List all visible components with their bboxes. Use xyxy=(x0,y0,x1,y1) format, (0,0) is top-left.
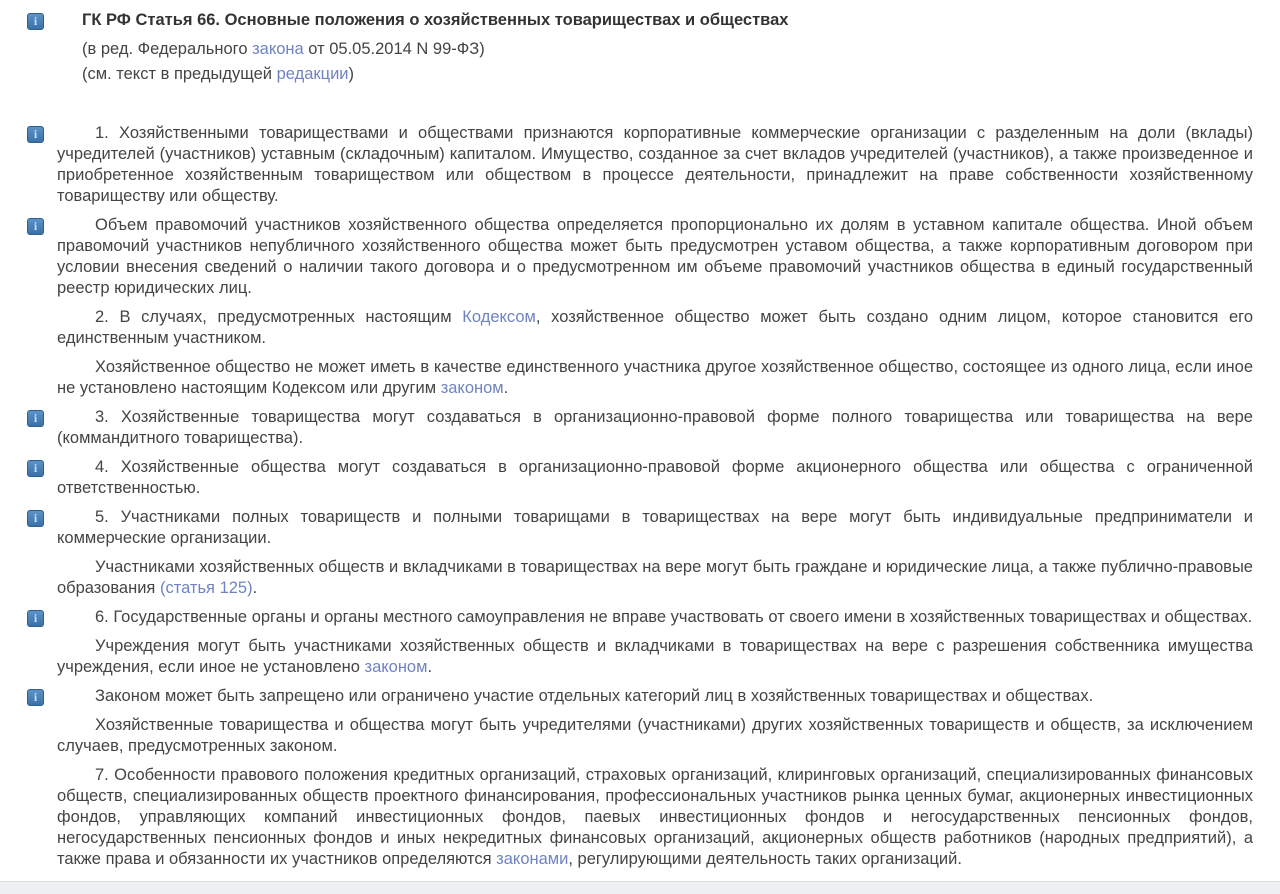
paragraph-text xyxy=(57,686,1280,707)
icon-gutter xyxy=(0,123,57,207)
text-segment: 3. Хозяйственные товарищества могут создаваться в организационно-правовой форме полного товарищества или товарищества на вере (коммандитного товарищества). xyxy=(57,408,1253,447)
article-paragraph xyxy=(0,686,1280,707)
text-segment: (в ред. Федерального xyxy=(82,40,253,58)
text-segment: Учреждения могут быть участниками хозяйственных обществ и вкладчиками в товариществах на вере с разрешения собственника имущества учреждения, если иное не установлено xyxy=(57,637,1253,676)
info-icon[interactable]: i xyxy=(27,460,44,477)
paragraph-text xyxy=(57,607,1280,628)
text-segment: Объем правомочий участников хозяйственного общества определяется пропорционально их долям в уставном капитале общества. Иной объем правомочий участников непубличного хозяйственного общества может быть предусмотрен уставом общества, а также корпоративным договором при условии внесения сведений о наличии такого договора и о предусмотренном им объеме правомочий участников общества в единый государственный реестр юридических лиц. xyxy=(57,216,1253,297)
article-paragraph xyxy=(0,215,1280,299)
icon-gutter xyxy=(0,557,57,599)
text-segment: , хозяйственное общество может быть создано одним лицом, которое становится его единственным участником. xyxy=(57,308,1253,347)
paragraph-text xyxy=(57,715,1280,757)
article-paragraph xyxy=(0,765,1280,870)
icon-gutter xyxy=(0,307,57,349)
text-segment: 2. В случаях, предусмотренных настоящим xyxy=(95,308,463,326)
info-icon[interactable]: i xyxy=(27,510,44,527)
icon-gutter xyxy=(0,64,57,85)
article-paragraph xyxy=(0,557,1280,599)
inline-link[interactable]: редакции xyxy=(276,65,349,83)
icon-gutter xyxy=(0,715,57,757)
text-segment: Хозяйственные товарищества и общества могут быть учредителями (участниками) других хозяйственных товариществ и обществ, за исключением случаев, предусмотренных законом. xyxy=(57,716,1253,755)
inline-link[interactable]: законами xyxy=(496,850,569,868)
inline-link[interactable]: (статья 125) xyxy=(159,579,253,597)
article-paragraphs xyxy=(0,123,1280,870)
article-header-row xyxy=(0,10,1280,31)
text-segment: 7. Особенности правового положения кредитных организаций, страховых организаций, клиринговых организаций, специализированных финансовых обществ, специализированных обществ проектного финансирования, профессиональных участников рынка ценных бумаг, акционерных инвестиционных фондов, управляющих компаний инвестиционных фондов, паевых инвестиционных фондов и негосударственных пенсионных фондов, негосударственных пенсионных фондов и иных некредитных финансовых организаций, акционерных обществ работников (народных предприятий), а также права и обязанности их участников определяются xyxy=(57,766,1253,868)
icon-gutter xyxy=(0,636,57,678)
text-segment: 4. Хозяйственные общества могут создаваться в организационно-правовой форме акционерного общества или общества с ограниченной ответственностью. xyxy=(57,458,1253,497)
paragraph-text xyxy=(57,557,1280,599)
inline-link[interactable]: закона xyxy=(252,40,304,58)
text-segment: , регулирующими деятельность таких организаций. xyxy=(568,850,962,868)
edition-note-row xyxy=(0,39,1280,60)
text-segment: . xyxy=(503,379,509,397)
article-paragraph xyxy=(0,123,1280,207)
text-segment: . xyxy=(252,579,258,597)
previous-edition-row xyxy=(0,64,1280,85)
icon-gutter xyxy=(0,765,57,870)
paragraph-text xyxy=(57,307,1280,349)
inline-link[interactable]: законом xyxy=(440,379,504,397)
info-icon[interactable]: i xyxy=(27,13,44,30)
info-icon[interactable]: i xyxy=(27,689,44,706)
icon-gutter xyxy=(0,39,57,60)
inline-link[interactable]: Кодексом xyxy=(462,308,536,326)
icon-gutter xyxy=(0,215,57,299)
paragraph-text xyxy=(57,457,1280,499)
icon-gutter xyxy=(0,407,57,449)
text-segment: (см. текст в предыдущей xyxy=(82,65,277,83)
icon-gutter xyxy=(0,607,57,628)
inline-link[interactable]: законом xyxy=(364,658,428,676)
icon-gutter xyxy=(0,686,57,707)
edition-note xyxy=(57,39,1280,60)
icon-gutter xyxy=(0,10,57,31)
previous-edition-note xyxy=(57,64,1280,85)
info-icon[interactable]: i xyxy=(27,218,44,235)
text-segment: 5. Участниками полных товариществ и полными товарищами в товариществах на вере могут быть индивидуальные предприниматели и коммерческие организации. xyxy=(57,508,1253,547)
paragraph-text xyxy=(57,636,1280,678)
text-segment: . xyxy=(427,658,433,676)
frame-bottom-bar xyxy=(0,881,1280,894)
icon-gutter xyxy=(0,507,57,549)
article-paragraph xyxy=(0,607,1280,628)
paragraph-text xyxy=(57,123,1280,207)
icon-gutter xyxy=(0,457,57,499)
text-segment: от 05.05.2014 N 99-ФЗ) xyxy=(303,40,485,58)
info-icon[interactable]: i xyxy=(27,126,44,143)
paragraph-text xyxy=(57,215,1280,299)
text-segment: Участниками хозяйственных обществ и вкладчиками в товариществах на вере могут быть граждане и юридические лица, а также публично-правовые образования xyxy=(57,558,1253,597)
paragraph-text xyxy=(57,407,1280,449)
article-paragraph xyxy=(0,715,1280,757)
article-paragraph xyxy=(0,407,1280,449)
article-paragraph xyxy=(0,307,1280,349)
text-segment: Законом может быть запрещено или ограничено участие отдельных категорий лиц в хозяйственных товариществах и обществах. xyxy=(95,687,1094,705)
text-segment: ) xyxy=(348,65,355,83)
text-segment: 1. Хозяйственными товариществами и обществами признаются корпоративные коммерческие организации с разделенным на доли (вклады) учредителей (участников) уставным (складочным) капиталом. Имущество, созданное за счет вкладов учредителей (участников), а также произведенное и приобретенное хозяйственным товариществом или обществом в процессе деятельности, принадлежит на праве собственности хозяйственному товариществу или обществу. xyxy=(57,124,1253,205)
info-icon[interactable]: i xyxy=(27,410,44,427)
paragraph-text xyxy=(57,507,1280,549)
icon-gutter xyxy=(0,357,57,399)
text-segment: 6. Государственные органы и органы местного самоуправления не вправе участвовать от своего имени в хозяйственных товариществах и обществах. xyxy=(95,608,1253,626)
article-title: ГК РФ Статья 66. Основные положения о хозяйственных товариществах и обществах xyxy=(82,11,789,29)
article-paragraph xyxy=(0,636,1280,678)
text-segment: Хозяйственное общество не может иметь в качестве единственного участника другое хозяйственное общество, состоящее из одного лица, если иное не установлено настоящим Кодексом или другим xyxy=(57,358,1253,397)
article-paragraph xyxy=(0,357,1280,399)
article-paragraph xyxy=(0,507,1280,549)
article-paragraph xyxy=(0,457,1280,499)
paragraph-text xyxy=(57,765,1280,870)
paragraph-text xyxy=(57,357,1280,399)
info-icon[interactable]: i xyxy=(27,610,44,627)
